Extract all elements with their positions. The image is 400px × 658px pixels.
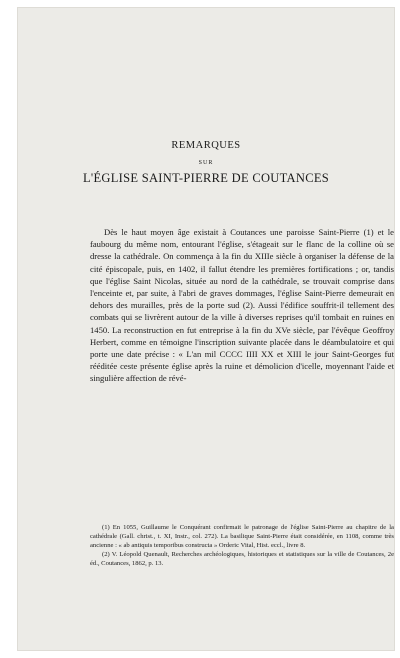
book-page [18,8,394,650]
footnote-1: (1) En 1055, Guillaume le Conquérant confirmait le patronage de l'église Saint-Pierre au chapitre de la cathédrale (Gall. christ., t. XI, Instr., col. 272). La basilique Saint-Pierre était considérée, en 1108, comme très ancienne : « ab antiquis temporibus constructa » Orderic Vital, Hist. eccl., livre 8. [90,524,394,549]
footnotes [90,524,394,569]
title-sur: SUR [198,160,214,166]
body-paragraph: Dès le haut moyen âge existait à Coutances une paroisse Saint-Pierre (1) et le faubourg du même nom, entourant l'église, s'étageait sur le flanc de la colline où se dresse la cathédrale. On commença à la fin du XIIIe siècle à organiser la défense de la cité épiscopale, puis, en 1402, il fallut étendre les premières fortifications ; or, tandis que l'église Saint Nicolas, située au nord de la cathédrale, se trouvait comprise dans l'enceinte et, par suite, à l'abri de graves dommages, l'église Saint-Pierre demeurait en dehors des murailles, près de la porte sud (2). Aussi l'édifice souffrit-il tellement des combats qui se livrèrent autour de la ville à diverses reprises qu'il tombait en ruines en 1450. La reconstruction en fut entreprise à la fin du XVe siècle, par l'évêque Geoffroy Herbert, comme en témoigne l'inscription suivante placée dans le déambulatoire et qui porte une date précise : « L'an mil CCCC IIII XX et XIII le jour Saint-Georges fut rééditée ceste présente église après la ruine et démolicion d'icelle, moyennant l'aide et singulière affection de révé- [90,227,394,384]
page-title: L'ÉGLISE SAINT-PIERRE DE COUTANCES [82,171,330,185]
title-remarques: REMARQUES [171,140,241,151]
body-text [90,226,394,385]
footnote-2: (2) V. Léopold Quenault, Recherches archéologiques, historiques et statistiques sur la ville de Coutances, 2e éd., Coutances, 1862, p. 13. [90,550,394,567]
